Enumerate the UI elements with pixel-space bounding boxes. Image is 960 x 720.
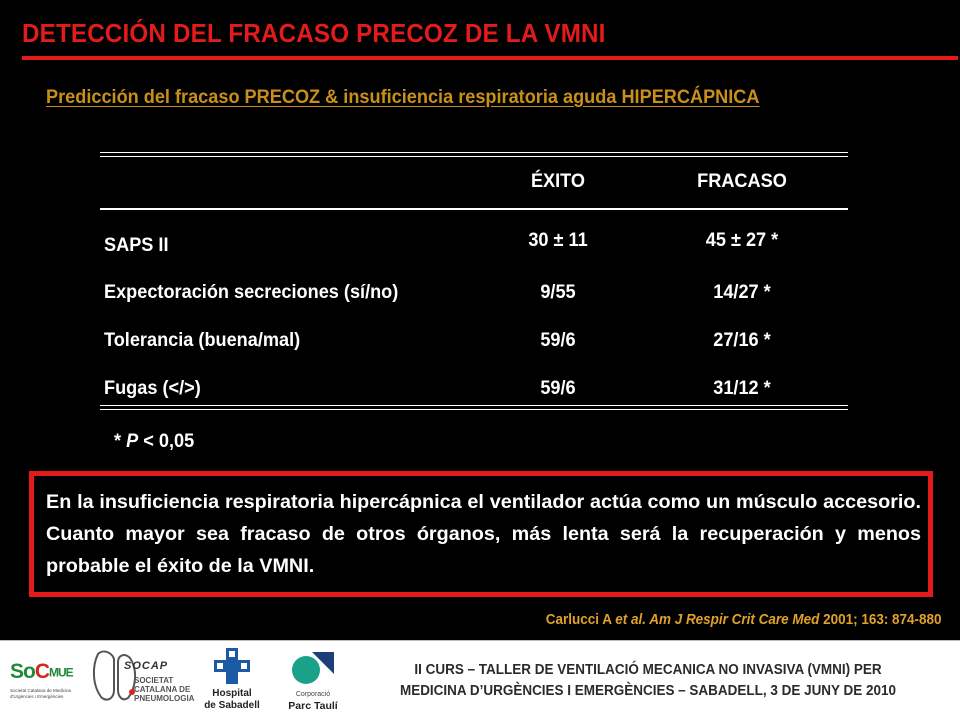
- socmue-logo-subtitle: Societat Catalana de Medicina d'Urgències i Emergències: [10, 688, 72, 699]
- table-bottom-rule: [100, 405, 848, 406]
- footnote-suffix: < 0,05: [138, 430, 195, 452]
- socap-logo-title: SOCAP: [124, 660, 169, 672]
- row-fracaso-expectoracion: 14/27 *: [713, 281, 771, 303]
- row-fracaso-saps: 45 ± 27 *: [705, 229, 779, 251]
- socap-lungs-icon: [90, 646, 140, 704]
- course-line-1: II CURS – TALLER DE VENTILACIÓ MECANICA NO INVASIVA (VMNI) PER: [414, 662, 882, 678]
- hospital-cross-icon: [212, 648, 252, 684]
- row-exito-expectoracion: 9/55: [540, 281, 576, 303]
- conclusion-text: En la insuficiencia respiratoria hipercápnica el ventilador actúa como un músculo accesorio. Cuanto mayor sea fracaso de otros órganos, más lenta será la recuperación y menos probable el éxito de la VMNI.: [46, 491, 921, 577]
- socmue-logo-c: C: [34, 660, 50, 683]
- citation-journal: Am J Respir Crit Care Med: [646, 612, 820, 628]
- course-info: [369, 660, 927, 702]
- footnote-prefix: *: [114, 430, 127, 452]
- significance-footnote: [114, 430, 194, 453]
- tauli-emblem-icon: [290, 650, 336, 686]
- course-line-2: MEDICINA D’URGÈNCIES I EMERGÈNCIES – SABADELL, 3 DE JUNY DE 2010: [399, 683, 897, 699]
- slide-subtitle: Predicción del fracaso PRECOZ & insuficiencia respiratoria aguda HIPERCÁPNICA: [46, 86, 760, 108]
- slide-title: DETECCIÓN DEL FRACASO PRECOZ DE LA VMNI: [22, 18, 606, 48]
- row-label-saps: SAPS II: [104, 234, 169, 256]
- table-top-rule: [100, 152, 848, 153]
- footer-bar: [0, 640, 960, 720]
- row-label-tolerancia: Tolerancia (buena/mal): [104, 329, 301, 351]
- socap-logo: [90, 646, 200, 716]
- socap-logo-line2: CATALANA DE: [134, 685, 191, 694]
- row-exito-fugas: 59/6: [540, 377, 576, 399]
- socmue-logo-so: So: [10, 660, 35, 683]
- parc-tauli-logo: [278, 650, 348, 716]
- tauli-logo-line2: Parc Taulí: [288, 700, 338, 712]
- hospital-sabadell-logo: [200, 648, 264, 718]
- citation-etal: et al.: [615, 612, 647, 628]
- footnote-p: P: [126, 430, 139, 452]
- row-label-fugas: Fugas (</>): [104, 377, 201, 399]
- hospital-logo-line2: de Sabadell: [204, 700, 260, 711]
- tauli-logo-line1: Corporació: [295, 691, 331, 698]
- header-fracaso: FRACASO: [697, 170, 787, 192]
- citation-authors: Carlucci A: [546, 612, 616, 628]
- row-fracaso-tolerancia: 27/16 *: [713, 329, 771, 351]
- conclusion-box: [29, 471, 933, 597]
- socap-logo-line1: SOCIETAT: [134, 676, 174, 685]
- row-exito-saps: 30 ± 11: [528, 229, 588, 251]
- row-exito-tolerancia: 59/6: [540, 329, 576, 351]
- header-rule: [100, 208, 848, 210]
- socmue-logo: [8, 654, 86, 712]
- header-exito: ÉXITO: [530, 170, 586, 192]
- socmue-logo-mue: MUE: [49, 665, 73, 680]
- citation-details: 2001; 163: 874-880: [819, 612, 942, 628]
- row-label-expectoracion: Expectoración secreciones (sí/no): [104, 281, 399, 303]
- citation: [546, 612, 942, 628]
- row-fracaso-fugas: 31/12 *: [713, 377, 771, 399]
- hospital-logo-line1: Hospital: [212, 688, 252, 699]
- socap-logo-line3: PNEUMOLOGIA: [134, 694, 195, 703]
